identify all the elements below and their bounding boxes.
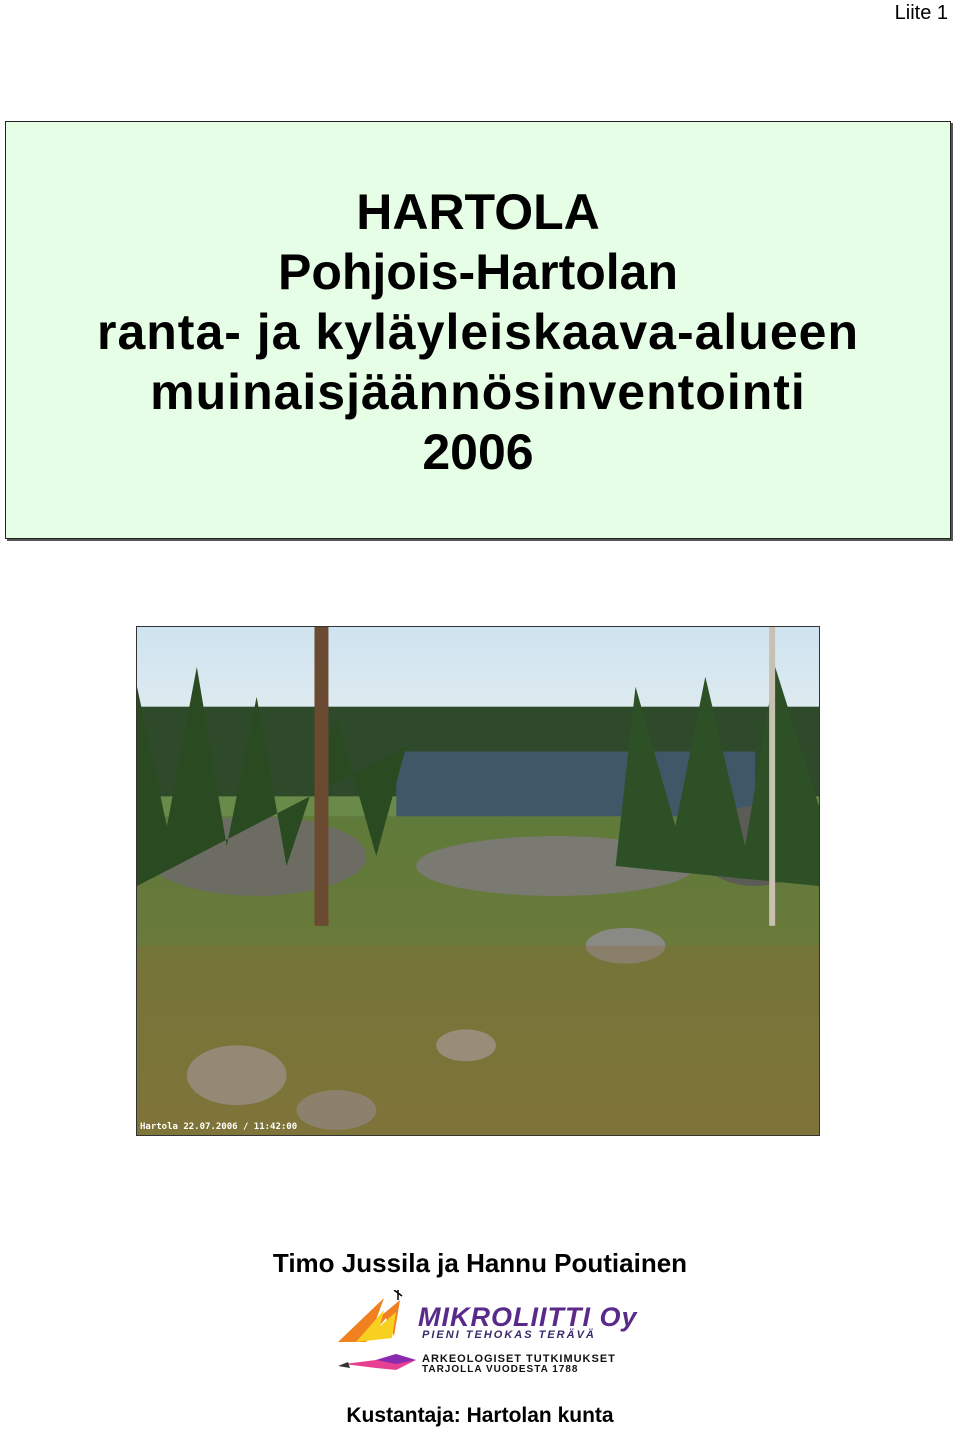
logo-brand: MIKROLIITTI Oy	[418, 1302, 638, 1332]
publisher: Kustantaja: Hartolan kunta	[346, 1404, 614, 1427]
title-line-region: Pohjois-Hartolan	[277, 244, 679, 300]
photo-timestamp: Hartola 22.07.2006 / 11:42:00	[140, 1122, 298, 1132]
landscape-photo	[136, 626, 820, 1136]
title-line-inventory: muinaisjäännösinventointi	[150, 364, 806, 420]
forest-lake-scene	[137, 627, 819, 1135]
title-line-year: 2006	[422, 424, 534, 480]
mikroliitti-logo	[336, 1290, 638, 1376]
logo-since: TARJOLLA VUODESTA 1788	[422, 1364, 579, 1375]
authors: Timo Jussila ja Hannu Poutiainen	[272, 1248, 688, 1278]
title-line-hartola: HARTOLA	[356, 184, 600, 240]
title-line-plan: ranta- ja kyläyleiskaava-alueen	[96, 304, 859, 360]
logo-subtitle: ARKEOLOGISET TUTKIMUKSET	[422, 1353, 616, 1365]
appendix-label: Liite 1	[894, 2, 948, 24]
logo-motto: PIENI TEHOKAS TERÄVÄ	[422, 1329, 596, 1341]
title-box	[5, 121, 951, 539]
